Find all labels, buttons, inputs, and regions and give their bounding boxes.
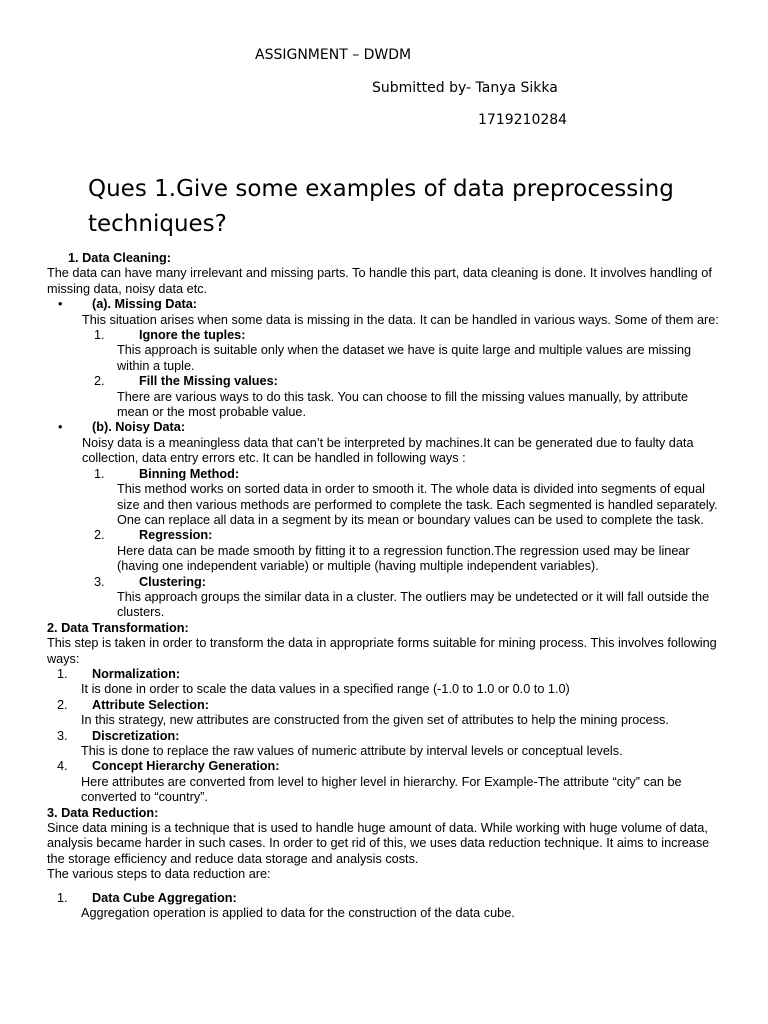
list-item-text: Aggregation operation is applied to data for the construction of the data cube. xyxy=(81,906,515,921)
list-item xyxy=(47,667,723,682)
list-item xyxy=(47,328,723,343)
list-item-title: Normalization: xyxy=(92,666,181,681)
section-heading-data-transformation: 2. Data Transformation: xyxy=(47,620,189,635)
list-item-text: This is done to replace the raw values of numeric attribute by interval levels or conceptual levels. xyxy=(81,744,623,758)
list-item-text: It is done in order to scale the data values in a specified range (-1.0 to 1.0 or 0.0 to 1.0) xyxy=(81,682,570,697)
list-item xyxy=(47,374,723,389)
section-intro-data-reduction: Since data mining is a technique that is used to handle huge amount of data. While working with huge volume of data, analysis became harder in such cases. In order to get rid of this, we uses data reduction technique. It aims to increase the storage efficiency and reduce data storage and analysis costs. xyxy=(47,821,710,866)
list-item-title: Fill the Missing values: xyxy=(139,374,278,389)
list-item-text: In this strategy, new attributes are constructed from the given set of attributes to help the mining process. xyxy=(81,713,669,728)
roll-number: 1719210284 xyxy=(478,112,568,128)
list-item-title: Concept Hierarchy Generation: xyxy=(92,759,280,774)
list-item-text: This approach groups the similar data in a cluster. The outliers may be undetected or it will fall outside the clusters. xyxy=(117,589,710,620)
list-number: 3. xyxy=(94,574,105,589)
list-item-title: Regression: xyxy=(139,528,213,543)
list-number: 1. xyxy=(94,328,105,343)
subsection-heading: (b). Noisy Data: xyxy=(92,420,186,435)
section-intro-data-transformation: This step is taken in order to transform the data in appropriate forms suitable for mining process. This involves following ways: xyxy=(47,636,717,666)
list-item xyxy=(47,528,723,543)
answer-body xyxy=(47,251,723,921)
list-item xyxy=(47,759,723,774)
list-item-text: Here data can be made smooth by fitting it to a regression function.The regression used may be linear (having one independent variable) or multiple (having multiple independent variables). xyxy=(117,543,690,574)
subsection-text: Noisy data is a meaningless data that can’t be interpreted by machines.It can be generated due to faulty data collection, data entry errors etc. It can be handled in following ways : xyxy=(82,435,694,466)
list-number: 2. xyxy=(94,528,105,543)
list-item xyxy=(47,698,723,713)
subsection-heading: (a). Missing Data: xyxy=(92,297,198,312)
question-title: Ques 1.Give some examples of data preprocessing techniques? xyxy=(88,176,674,237)
section-intro-data-cleaning: The data can have many irrelevant and missing parts. To handle this part, data cleaning is done. It involves handling of missing data, noisy data etc. xyxy=(47,266,712,296)
list-item-title: Ignore the tuples: xyxy=(139,328,246,343)
list-number: 1. xyxy=(94,466,105,481)
list-number: 1. xyxy=(57,666,68,681)
list-item-title: Discretization: xyxy=(92,728,180,743)
list-item-title: Binning Method: xyxy=(139,466,240,481)
list-item-title: Data Cube Aggregation: xyxy=(92,890,237,905)
list-item xyxy=(47,575,723,590)
list-number: 1. xyxy=(57,890,68,905)
list-item-text: This approach is suitable only when the dataset we have is quite large and multiple values are missing within a tuple. xyxy=(117,343,692,373)
list-item xyxy=(47,729,723,744)
subsection-noisy-data xyxy=(47,420,723,435)
subsection-text: This situation arises when some data is missing in the data. It can be handled in various ways. Some of them are: xyxy=(82,312,719,327)
steps-intro: The various steps to data reduction are: xyxy=(47,867,271,882)
list-item-text: This method works on sorted data in order to smooth it. The whole data is divided into segments of equal size and then various methods are performed to complete the task. Each segmented is handled separately. One can replace all data in a segment by its mean or boundary values can be used to complete the task. xyxy=(117,482,718,527)
list-item-title: Attribute Selection: xyxy=(92,697,210,712)
section-heading-data-reduction: 3. Data Reduction: xyxy=(47,805,159,820)
section-heading-data-cleaning: 1. Data Cleaning: xyxy=(68,251,171,265)
list-item xyxy=(47,467,723,482)
subsection-missing-data xyxy=(47,297,723,312)
bullet-icon: • xyxy=(58,420,63,435)
bullet-icon: • xyxy=(58,297,63,312)
list-item-title: Clustering: xyxy=(139,574,206,589)
spacer xyxy=(47,883,723,891)
list-number: 2. xyxy=(94,374,105,389)
list-number: 2. xyxy=(57,697,68,712)
submitted-by: Submitted by- Tanya Sikka xyxy=(372,80,558,96)
list-number: 4. xyxy=(57,759,68,774)
list-item-text: Here attributes are converted from level to higher level in hierarchy. For Example-The attribute “city” can be converted to “country”. xyxy=(81,774,682,805)
list-item-text: There are various ways to do this task. You can choose to fill the missing values manually, by attribute mean or the most probable value. xyxy=(117,389,688,420)
list-number: 3. xyxy=(57,728,68,743)
assignment-title: ASSIGNMENT – DWDM xyxy=(255,47,412,63)
list-item xyxy=(47,891,723,906)
